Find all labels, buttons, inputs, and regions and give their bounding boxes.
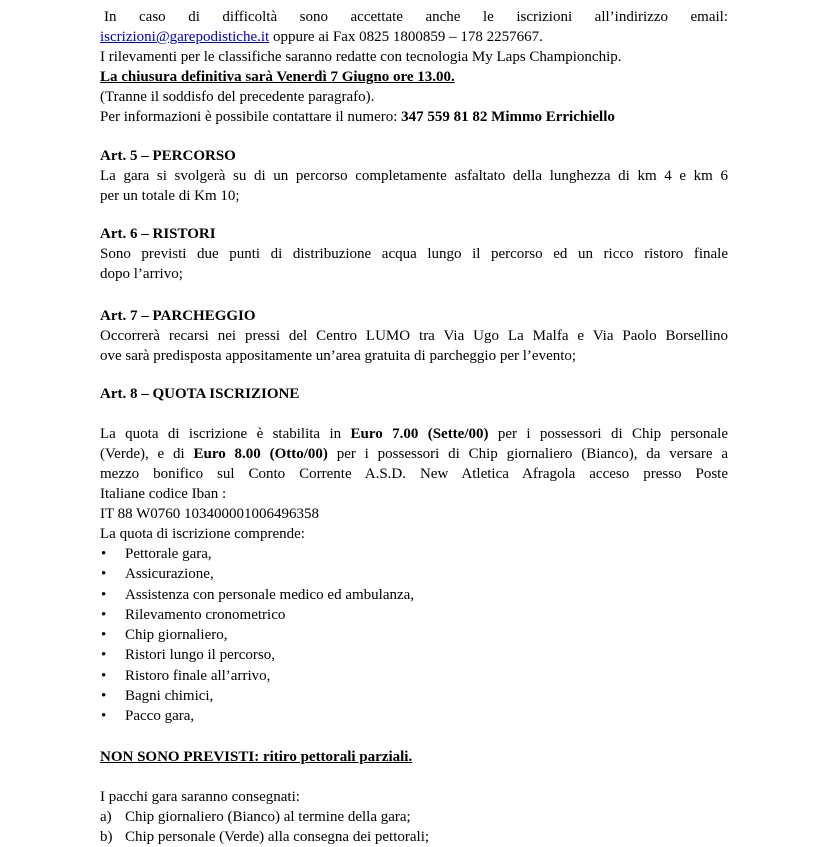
art6-title: Art. 6 – RISTORI [100, 226, 216, 242]
list-item [100, 544, 728, 564]
art5-title: Art. 5 – PERCORSO [100, 148, 236, 164]
quota-line1 [100, 424, 728, 444]
non-previsti-text: NON SONO PREVISTI: ritiro pettorali parziali. [100, 748, 413, 765]
bullet-icon: • [101, 586, 107, 603]
spacer [100, 767, 728, 787]
list-item-text: Pettorale gara, [125, 546, 212, 562]
list-item-text: Ristoro finale all’arrivo, [125, 667, 271, 684]
info-line [100, 107, 728, 127]
bullet-icon: • [101, 667, 107, 684]
list-item [100, 807, 728, 827]
art7-line1: Occorrerà recarsi nei pressi del Centro LUMO tra Via Ugo La Malfa e Via Paolo Borsellino [100, 328, 728, 344]
quota-price-personale: Euro 7.00 (Sette/00) [350, 426, 489, 442]
quota-line4: Italiane codice Iban : [100, 486, 227, 502]
list-item-text: Chip personale (Verde) alla consegna dei pettorali; [125, 828, 430, 845]
quota-text-a: La quota di iscrizione è stabilita in [100, 426, 351, 442]
quota-line2 [100, 444, 728, 464]
list-item-text: Bagni chimici, [125, 688, 214, 705]
intro-text: In caso di difficoltà sono accettate anche le iscrizioni all’indirizzo email: [104, 9, 728, 25]
quota-text-f: per i possessori di Chip giornaliero (Bianco), da versare a [327, 446, 728, 462]
list-marker: b) [100, 828, 113, 845]
list-item [100, 666, 728, 686]
art8-title: Art. 8 – QUOTA ISCRIZIONE [100, 386, 300, 402]
bullet-icon: • [101, 546, 107, 562]
list-item-text: Assicurazione, [125, 566, 214, 583]
bullet-icon: • [101, 708, 107, 725]
email-link[interactable]: iscrizioni@garepodistiche.it [100, 29, 270, 45]
list-item-text: Chip giornaliero (Bianco) al termine della gara; [125, 808, 411, 825]
chiusura-text: La chiusura definitiva sarà Venerdì 7 Giugno ore 13.00. [100, 69, 455, 85]
list-item [100, 827, 728, 847]
quota-text-d: (Verde), e di [100, 446, 194, 462]
pacchi-text: I pacchi gara saranno consegnati: [100, 788, 300, 805]
bullet-icon: • [101, 606, 107, 623]
info-contact: 347 559 81 82 Mimmo Errichiello [401, 109, 615, 125]
list-item-text: Chip giornaliero, [125, 627, 228, 644]
comprende-text: La quota di iscrizione comprende: [100, 526, 305, 542]
bullet-icon: • [101, 566, 107, 583]
list-item [100, 686, 728, 706]
art5-line1: La gara si svolgerà su di un percorso completamente asfaltato della lunghezza di km 4 e km 6 [100, 168, 728, 184]
fax-text: oppure ai Fax 0825 1800859 – 178 2257667. [269, 29, 543, 45]
spacer [100, 206, 728, 224]
list-item [100, 625, 728, 645]
list-item-text: Ristori lungo il percorso, [125, 647, 275, 664]
intro-line [100, 7, 728, 27]
list-item [100, 564, 728, 584]
spacer [100, 727, 728, 747]
art7-line2: ove sarà predisposta appositamente un’area gratuita di parcheggio per l’evento; [100, 348, 577, 364]
quota-line3: mezzo bonifico sul Conto Corrente A.S.D. New Atletica Afragola acceso presso Poste [100, 466, 728, 482]
list-item [100, 706, 728, 726]
rilevamenti-text: I rilevamenti per le classifiche saranno redatte con tecnologia My Laps Championchip. [100, 49, 622, 65]
tranne-text: (Tranne il soddisfo del precedente paragrafo). [100, 89, 375, 105]
spacer [100, 284, 728, 306]
art6-line2: dopo l’arrivo; [100, 266, 183, 282]
comprende-list [100, 544, 728, 727]
iban-text: IT 88 W0760 103400001006496358 [100, 506, 320, 522]
list-item [100, 605, 728, 625]
list-item [100, 585, 728, 605]
bullet-icon: • [101, 688, 107, 705]
quota-text-c: per i possessori di Chip personale [488, 426, 729, 442]
info-prefix: Per informazioni è possibile contattare il numero: [100, 109, 402, 125]
document-page [100, 7, 728, 847]
quota-price-giornaliero: Euro 8.00 (Otto/00) [193, 446, 328, 462]
art6-line1: Sono previsti due punti di distribuzione acqua lungo il percorso ed un ricco ristoro finale [100, 246, 728, 262]
bullet-icon: • [101, 627, 107, 644]
list-marker: a) [100, 808, 112, 825]
art7-title: Art. 7 – PARCHEGGIO [100, 308, 256, 324]
spacer [100, 404, 728, 424]
list-item-text: Rilevamento cronometrico [125, 606, 286, 623]
list-item-text: Assistenza con personale medico ed ambulanza, [125, 586, 415, 603]
delivery-list [100, 807, 728, 847]
bullet-icon: • [101, 647, 107, 664]
list-item-text: Pacco gara, [125, 708, 195, 725]
spacer [100, 127, 728, 146]
email-fax-line [100, 27, 728, 47]
list-item [100, 645, 728, 665]
art5-line2: per un totale di Km 10; [100, 188, 240, 204]
spacer [100, 366, 728, 384]
